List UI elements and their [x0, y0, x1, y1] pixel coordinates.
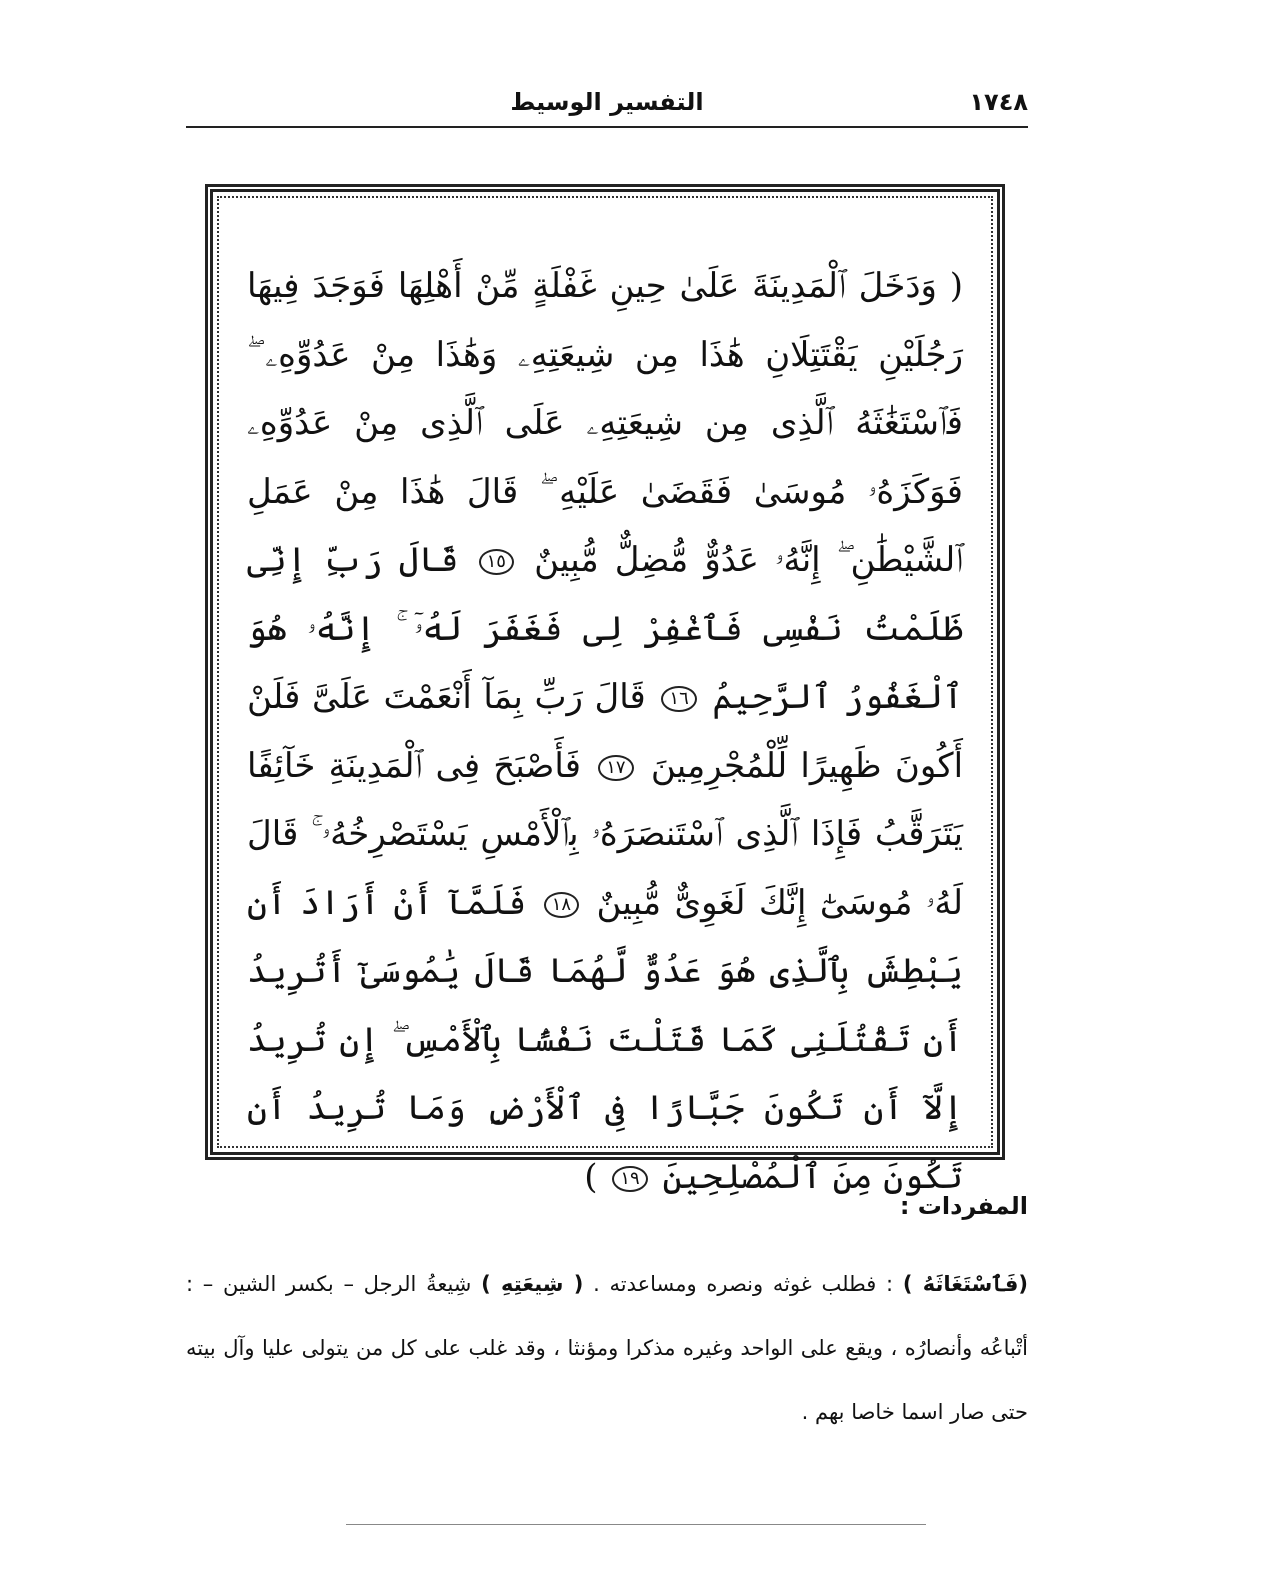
verse-marker-16: ١٦ [661, 686, 696, 712]
verse-18: فَأَصْبَحَ فِى ٱلْمَدِينَةِ خَآئِفًا يَتَرَقَّبُ فَإِذَا ٱلَّذِى ٱسْتَنصَرَهُۥ بِٱلْأَمْسِ يَسْتَصْرِخُهُۥ ۚ قَالَ لَهُۥ مُوسَىٰٓ إِنَّكَ لَغَوِىٌّ مُّبِينٌ [247, 745, 963, 923]
verse-15: ( وَدَخَلَ ٱلْمَدِينَةَ عَلَىٰ حِينِ غَفْلَةٍ مِّنْ أَهْلِهَا فَوَجَدَ فِيهَا رَجُلَيْنِ يَقْتَتِلَانِ هَٰذَا مِن شِيعَتِهِۦ وَهَٰذَا مِنْ عَدُوِّهِۦ ۖ فَٱسْتَغَٰثَهُ ٱلَّذِى مِن شِيعَتِهِۦ عَلَى ٱلَّذِى مِنْ عَدُوِّهِۦ فَوَكَزَهُۥ مُوسَىٰ فَقَضَىٰ عَلَيْهِ ۖ قَالَ هَٰذَا مِنْ عَمَلِ ٱلشَّيْطَٰنِ ۖ إِنَّهُۥ عَدُوٌّ مُّضِلٌّ مُّبِينٌ [247, 266, 964, 580]
verse-marker-17: ١٧ [598, 755, 633, 781]
book-title: التفسير الوسيط [510, 88, 704, 116]
page-header [186, 86, 1028, 128]
verse-19: فَلَمَّآ أَنْ أَرَادَ أَن يَبْطِشَ بِٱلَّذِى هُوَ عَدُوٌّ لَّهُمَا قَالَ يَٰمُوسَىٰٓ أَتُرِيدُ أَن تَقْتُلَنِى كَمَا قَتَلْتَ نَفْسًۢا بِٱلْأَمْسِ ۖ إِن تُرِيدُ إِلَّآ أَن تَكُونَ جَبَّارًا فِى ٱلْأَرْضِ وَمَا تُرِيدُ أَن تَكُونَ مِنَ ٱلْمُصْلِحِينَ [247, 882, 963, 1197]
verse-marker-18: ١٨ [544, 892, 579, 918]
verse-marker-19: ١٩ [612, 1166, 647, 1192]
verse-text [247, 252, 963, 1211]
verse-16: قَالَ رَبِّ إِنِّى ظَلَمْتُ نَفْسِى فَٱغْفِرْ لِى فَغَفَرَ لَهُۥٓ ۚ إِنَّهُۥ هُوَ ٱلْغَفُورُ ٱلرَّحِيمُ [247, 540, 963, 717]
vocab-term-shiatihi: ( شِيعَتِهِ ) [481, 1272, 584, 1296]
vocab-definition-shiatihi: شِيعةُ الرجل – بكسر الشين – : أتْباعُه وأنصارُه ، ويقع على الواحد وغيره مذكرا ومؤنثا ، وقد غلب على كل من يتولى عليا وآل بيته حتى صار اسما خاصا بهم . [186, 1272, 1028, 1424]
footer-rule [346, 1524, 926, 1525]
vocab-term-istaghathahu: (فَٱسْتَغَاثَهُ ) [902, 1272, 1028, 1296]
verse-marker-15: ١٥ [479, 549, 514, 575]
verse-17: قَالَ رَبِّ بِمَآ أَنْعَمْتَ عَلَىَّ فَلَنْ أَكُونَ ظَهِيرًا لِّلْمُجْرِمِينَ [247, 677, 964, 786]
vocab-definition-istaghathahu: : فطلب غوثه ونصره ومساعدته . [583, 1272, 903, 1296]
closing-parenthesis: ) [584, 1156, 598, 1197]
vocabulary-text [186, 1252, 1028, 1444]
page-number: ١٧٤٨ [969, 88, 1028, 116]
verse-frame [205, 184, 1005, 1197]
vocabulary-heading: المفردات : [899, 1192, 1028, 1220]
